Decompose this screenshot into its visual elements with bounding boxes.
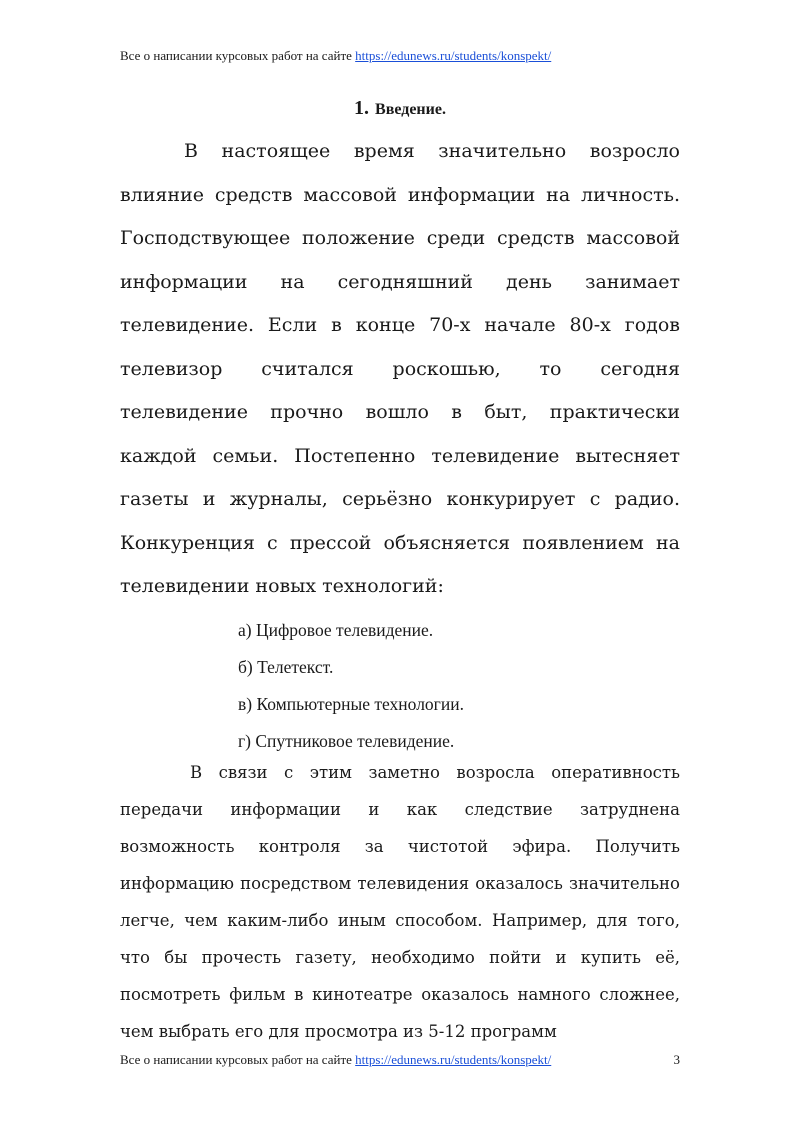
footer-text: Все о написании курсовых работ на сайте <box>120 1052 356 1067</box>
list-item: а) Цифровое телевидение. <box>238 620 434 640</box>
header-text: Все о написании курсовых работ на сайте <box>120 48 356 63</box>
page-footer <box>120 1052 680 1068</box>
page-number: 3 <box>673 1052 680 1067</box>
intro-paragraph: В настоящее время значительно возросло влияние средств массовой информации на личность. Господствующее положение среди средств массовой информации на сегодняшний день занимает телевидение. Если в конце 70-х начале 80-х годов телевизор считался роскошью, то сегодня телевидение прочно вошло в быт, практически каждой семьи. Постепенно телевидение вытесняет газеты и журналы, серьёзно конкурирует с радио. Конкуренция с прессой объясняется появлением на телевидении новых технологий: <box>120 140 680 597</box>
section-title: Введение. <box>375 101 446 118</box>
list-item: б) Телетекст. <box>238 657 334 677</box>
list-item: г) Спутниковое телевидение. <box>238 731 455 751</box>
footer-link[interactable]: https://edunews.ru/students/konspekt/ <box>355 1052 552 1067</box>
section-number: 1. <box>354 97 370 119</box>
second-paragraph: В связи с этим заметно возросла оперативность передачи информации и как следствие затруднена возможность контроля за чистотой эфира. Получить информацию посредством телевидения оказалось значительно легче, чем каким-либо иным способом. Например, для того, что бы прочесть газету, необходимо пойти и купить её, посмотреть фильм в кинотеатре оказалось намного сложнее, чем выбрать его для просмотра из 5-12 программ <box>120 763 680 1041</box>
section-heading <box>0 97 800 120</box>
technology-list <box>238 612 464 760</box>
header-link[interactable]: https://edunews.ru/students/konspekt/ <box>355 48 552 63</box>
list-item: в) Компьютерные технологии. <box>238 694 464 714</box>
page-header <box>120 48 551 64</box>
